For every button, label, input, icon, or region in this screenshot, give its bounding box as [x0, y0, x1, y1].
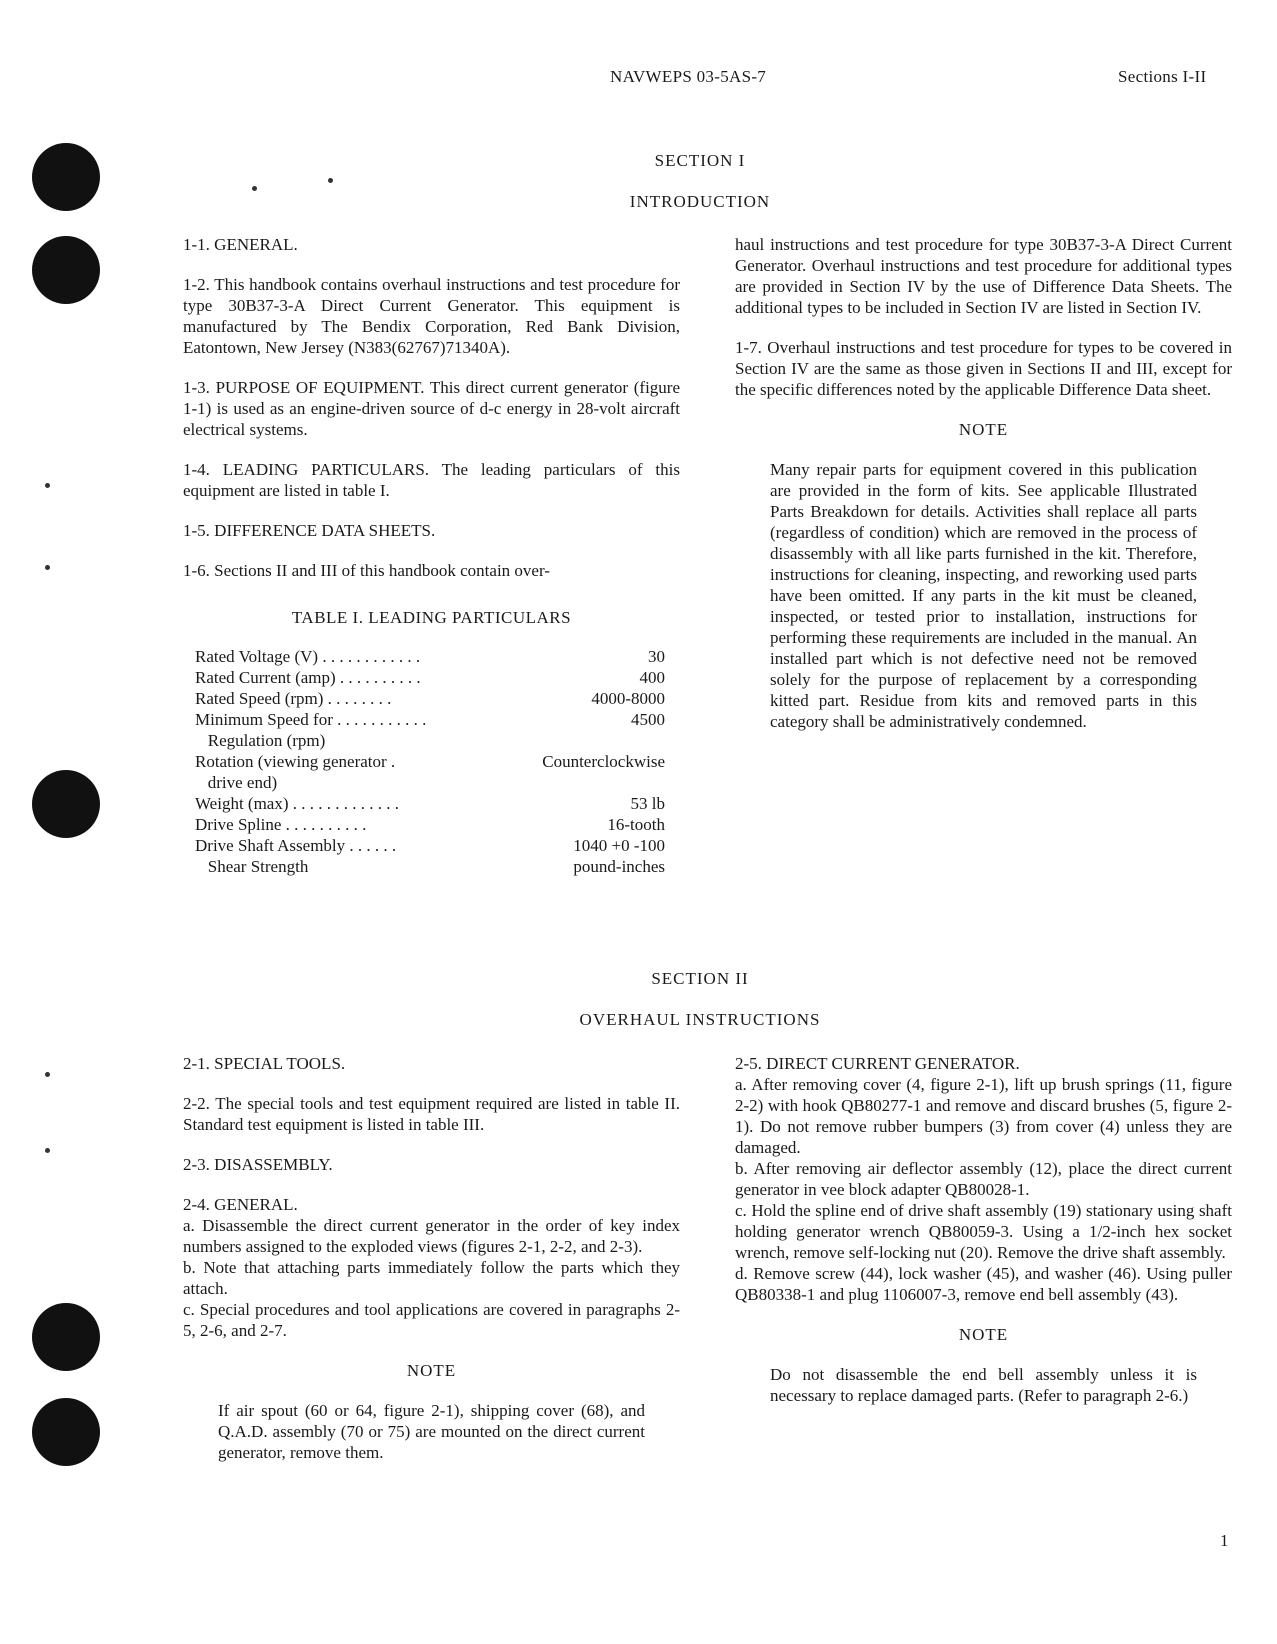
scan-speck: [45, 483, 50, 488]
table-row: [195, 814, 665, 835]
table-title: TABLE I. LEADING PARTICULARS: [291, 608, 572, 627]
table-label: Weight (max) . . . . . . . . . . . . .: [195, 794, 400, 813]
paragraph-2-3: 2-3. DISASSEMBLY.: [183, 1155, 333, 1174]
scan-speck: [328, 178, 333, 183]
paragraph-1-6: 1-6. Sections II and III of this handbook contain over-: [183, 561, 550, 580]
section-range: Sections I-II: [1118, 67, 1207, 86]
binder-hole-3: [32, 770, 100, 838]
binder-hole-5: [32, 1398, 100, 1466]
doc-number: NAVWEPS 03-5AS-7: [610, 67, 767, 86]
table-value: Counterclockwise: [542, 752, 665, 771]
table-value: 1040 +0 -100: [573, 836, 665, 855]
note-body: If air spout (60 or 64, figure 2-1), shipping cover (68), and Q.A.D. assembly (70 or 75) are mounted on the direct current generator, remove them.: [218, 1401, 645, 1462]
table-row: [195, 751, 665, 772]
section2-left-column: [183, 1053, 680, 1463]
table-label: Minimum Speed for . . . . . . . . . . .: [195, 710, 427, 729]
paragraph-2-1: 2-1. SPECIAL TOOLS.: [183, 1054, 346, 1073]
step-c: c. Hold the spline end of drive shaft assembly (19) stationary using shaft holding generator wrench QB80059-3. Using a 1/2-inch hex socket wrench, remove self-locking nut (20). Remove the drive shaft assembly.: [735, 1201, 1232, 1262]
section1-left-column: [183, 234, 680, 877]
table-label: Rated Current (amp) . . . . . . . . . .: [195, 668, 421, 687]
page-number: 1: [1220, 1531, 1229, 1550]
table-value: 400: [639, 668, 665, 687]
binder-hole-1: [32, 143, 100, 211]
section-subtitle: OVERHAUL INSTRUCTIONS: [579, 1010, 821, 1029]
table-label: Drive Shaft Assembly . . . . . .: [195, 836, 397, 855]
table-row: [195, 835, 665, 856]
table-label: Regulation (rpm): [195, 731, 326, 750]
paragraph-1-4: 1-4. LEADING PARTICULARS. The leading particulars of this equipment are listed in table I.: [183, 460, 680, 500]
binder-hole-2: [32, 236, 100, 304]
table-label: Rated Speed (rpm) . . . . . . . .: [195, 689, 392, 708]
table-value: 30: [648, 647, 665, 666]
section-subtitle: INTRODUCTION: [629, 192, 771, 211]
step-b: b. After removing air deflector assembly (12), place the direct current generator in vee block adapter QB80028-1.: [735, 1159, 1232, 1199]
note-title: NOTE: [406, 1361, 457, 1380]
table-row: [195, 772, 665, 793]
step-c: c. Special procedures and tool applications are covered in paragraphs 2-5, 2-6, and 2-7.: [183, 1300, 680, 1340]
scan-speck: [45, 1072, 50, 1077]
table-row: [195, 688, 665, 709]
table-row: [195, 793, 665, 814]
table-value: [502, 772, 665, 793]
section2-right-column: [735, 1053, 1232, 1406]
table-label: drive end): [195, 773, 278, 792]
table-label: Drive Spline . . . . . . . . . .: [195, 815, 367, 834]
table-label: Rated Voltage (V) . . . . . . . . . . . .: [195, 647, 421, 666]
table-row: [195, 709, 665, 730]
scan-speck: [252, 186, 257, 191]
table-row: [195, 667, 665, 688]
leading-particulars-table: [195, 646, 665, 877]
table-value: pound-inches: [573, 857, 665, 876]
binder-hole-4: [32, 1303, 100, 1371]
note-title: NOTE: [958, 1325, 1009, 1344]
note-body: Many repair parts for equipment covered in this publication are provided in the form of kits. See applicable Illustrated Parts Breakdown for details. Activities shall replace all parts (regardless of condition) which are removed in the process of disassembly with all like parts furnished in the kit. Therefore, instructions for cleaning, inspecting, and reworking used parts have been omitted. If any parts in the kit must be cleaned, inspected, or tested prior to installation, instructions for performing these requirements are included in the manual. An installed part which is not defective need not be removed solely for the purpose of replacement by a corresponding kitted part. Residue from kits and removed parts in this category shall be administratively condemned.: [770, 460, 1197, 731]
section-title: SECTION II: [651, 969, 749, 988]
paragraph-1-6-cont: haul instructions and test procedure for type 30B37-3-A Direct Current Generator. Overhaul instructions and test procedure for additional types are provided in Section IV by the use of Difference Data Sheets. The additional types to be included in Section IV are listed in Section IV.: [735, 235, 1232, 317]
section-title: SECTION I: [654, 151, 746, 170]
table-value: 4000-8000: [591, 689, 665, 708]
table-row: [195, 856, 665, 877]
paragraph-2-2: 2-2. The special tools and test equipment required are listed in table II. Standard test equipment is listed in table III.: [183, 1094, 680, 1134]
step-a: a. After removing cover (4, figure 2-1), lift up brush springs (11, figure 2-2) with hook QB80277-1 and remove and discard brushes (5, figure 2-1). Do not remove rubber bumpers (3) from cover (4) unless they are damaged.: [735, 1075, 1232, 1157]
note-body: Do not disassemble the end bell assembly unless it is necessary to replace damaged parts. (Refer to paragraph 2-6.): [770, 1365, 1197, 1405]
paragraph-1-3: 1-3. PURPOSE OF EQUIPMENT. This direct current generator (figure 1-1) is used as an engine-driven source of d-c energy in 28-volt aircraft electrical systems.: [183, 378, 680, 439]
scan-speck: [45, 1148, 50, 1153]
paragraph-1-1: 1-1. GENERAL.: [183, 235, 298, 254]
table-row: [195, 646, 665, 667]
table-value: 16-tooth: [607, 815, 665, 834]
table-label: Rotation (viewing generator .: [195, 752, 396, 771]
table-value: [502, 730, 665, 751]
step-b: b. Note that attaching parts immediately follow the parts which they attach.: [183, 1258, 680, 1298]
table-value: 4500: [631, 710, 665, 729]
paragraph-1-5: 1-5. DIFFERENCE DATA SHEETS.: [183, 521, 436, 540]
step-a: a. Disassemble the direct current generator in the order of key index numbers assigned to the exploded views (figures 2-1, 2-2, and 2-3).: [183, 1216, 680, 1256]
note-title: NOTE: [958, 420, 1009, 439]
paragraph-1-2: 1-2. This handbook contains overhaul instructions and test procedure for type 30B37-3-A Direct Current Generator. This equipment is manufactured by The Bendix Corporation, Red Bank Division, Eatontown, New Jersey (N383(62767)71340A).: [183, 275, 680, 357]
step-d: d. Remove screw (44), lock washer (45), and washer (46). Using puller QB80338-1 and plug 1106007-3, remove end bell assembly (43).: [735, 1264, 1232, 1304]
table-row: [195, 730, 665, 751]
paragraph-2-4: 2-4. GENERAL.: [183, 1195, 298, 1214]
table-label: Shear Strength: [195, 857, 309, 876]
table-value: 53 lb: [630, 794, 665, 813]
section1-right-column: [735, 234, 1232, 732]
paragraph-1-7: 1-7. Overhaul instructions and test procedure for types to be covered in Section IV are the same as those given in Sections II and III, except for the specific differences noted by the applicable Difference Data sheet.: [735, 338, 1232, 399]
paragraph-2-5: 2-5. DIRECT CURRENT GENERATOR.: [735, 1054, 1020, 1073]
scan-speck: [45, 565, 50, 570]
